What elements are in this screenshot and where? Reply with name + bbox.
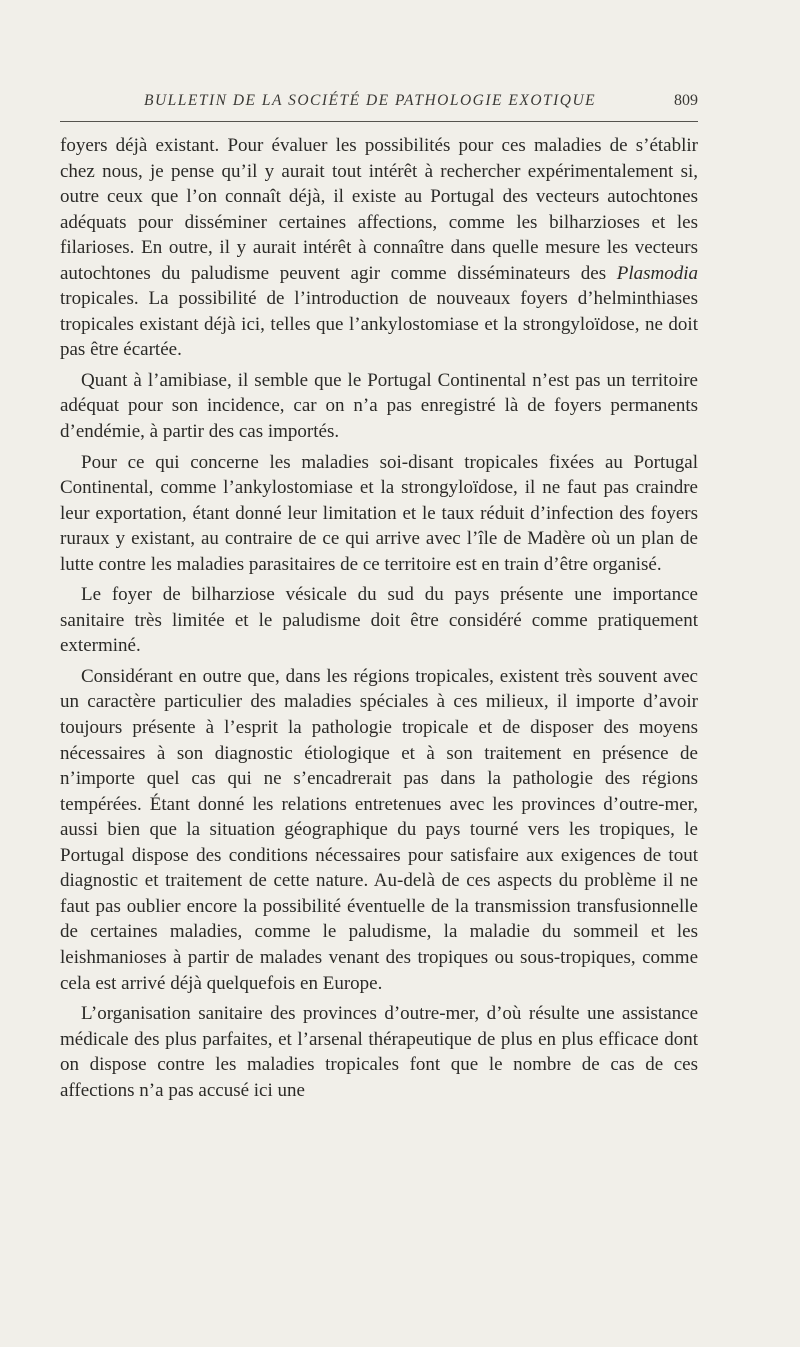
plasmodia-italic: Plasmodia (616, 262, 698, 284)
paragraph-6: L’organisation sanitaire des provinces d’outre-mer, d’où résulte une assistance médicale des plus parfaites, et l’arsenal thérapeutique de plus en plus efficace dont on dispose contre les maladies tropicales font que le nombre de cas de ces affections n’a pas accusé ici une (60, 1003, 698, 1101)
paragraph-5: Considérant en outre que, dans les régions tropicales, existent très souvent avec un caractère particulier des maladies spéciales à ces milieux, il importe d’avoir toujours présente à l’esprit la pathologie tropicale et de disposer des moyens nécessaires à son diagnostic étiologique et à son traitement en présence de n’importe quel cas qui ne s’encadrerait pas dans la pathologie des régions tempérées. Étant donné les relations entretenues avec les provinces d’outre-mer, aussi bien que la situation géographique du pays tourné vers les tropiques, le Portugal dispose des conditions nécessaires pour satisfaire aux exigences de tout diagnostic et traitement de cette nature. Au-delà de ces aspects du problème il ne faut pas oublier encore la possibilité éventuelle de la transmission transfusionnelle de certaines maladies, comme le paludisme, la maladie du sommeil et les leishmanioses à partir de malades venant des tropiques ou sous-tropiques, comme cela est arrivé déjà quelquefois en Europe. (60, 665, 698, 994)
running-title: BULLETIN DE LA SOCIÉTÉ DE PATHOLOGIE EXOTIQUE (144, 92, 597, 109)
header-rule (60, 121, 698, 122)
paragraph-2: Quant à l’amibiase, il semble que le Portugal Continental n’est pas un territoire adéquat pour son incidence, car on n’a pas enregistré là de foyers permanents d’endémie, à partir des cas importés. (60, 369, 698, 443)
paragraph-1-text-b: tropicales. La possibilité de l’introduction de nouveaux foyers d’helminthiases tropicales existant déjà ici, telles que l’ankylostomiase et la strongyloïdose, ne doit pas être écartée. (60, 288, 698, 361)
paragraph-1-text-a: foyers déjà existant. Pour évaluer les possibilités pour ces maladies de s’établir chez nous, je pense qu’il y aurait tout intérêt à rechercher expérimentalement si, outre ceux que l’on connaît déjà, il existe au Portugal des vecteurs autochtones adéquats pour disséminer certaines affections, comme les bilharzioses et les filarioses. En outre, il y aurait intérêt à connaître dans quelle mesure les vecteurs autochtones du paludisme peuvent agir comme disséminateurs des (60, 135, 698, 284)
page-number: 809 (674, 92, 698, 109)
paragraph-4: Le foyer de bilharziose vésicale du sud du pays présente une importance sanitaire très limitée et le paludisme doit être considéré comme pratiquement exterminé. (60, 584, 698, 657)
paragraph-1 (60, 133, 698, 363)
paragraph-3: Pour ce qui concerne les maladies soi-disant tropicales fixées au Portugal Continental, comme l’ankylostomiase et la strongyloïdose, il ne faut pas craindre leur exportation, étant donné leur limitation et le taux réduit d’infection des foyers ruraux y existant, au contraire de ce qui arrive avec l’île de Madère où un plan de lutte contre les maladies parasitaires de ce territoire est en train d’être organisé. (60, 451, 698, 575)
running-head (60, 90, 700, 120)
article-body (60, 133, 698, 1108)
